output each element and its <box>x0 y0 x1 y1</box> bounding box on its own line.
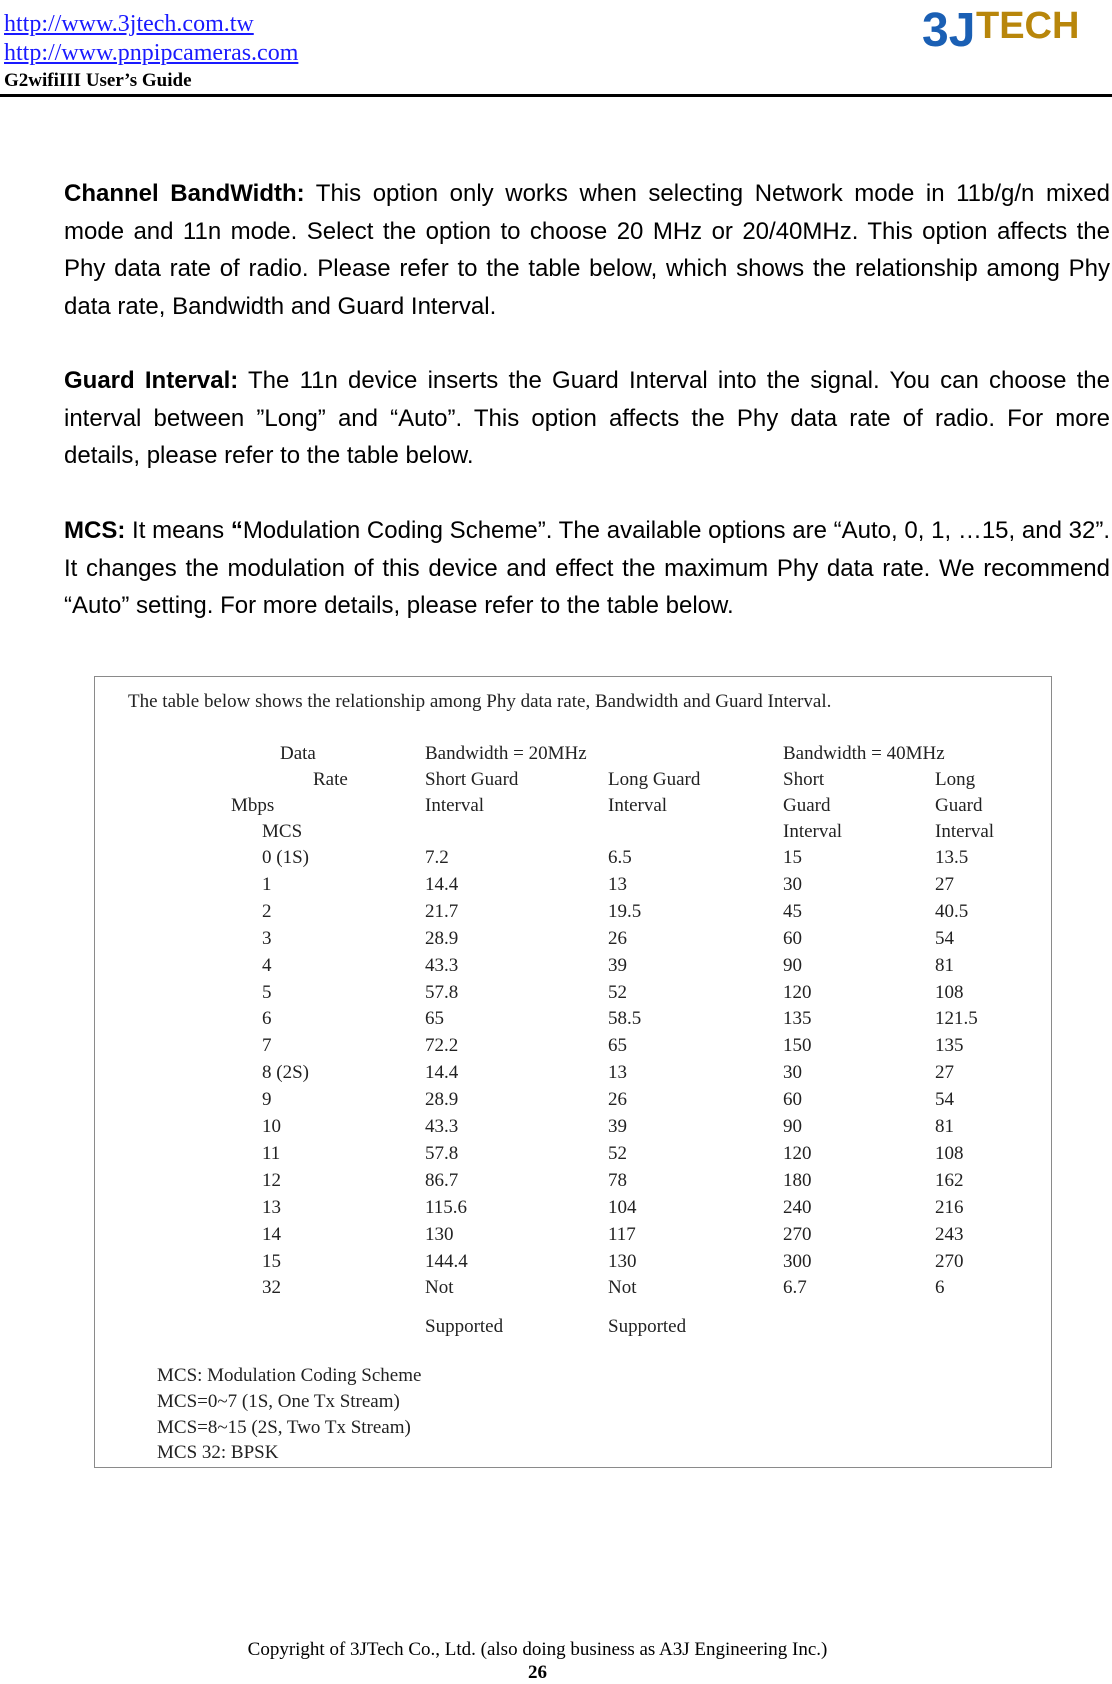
table-cell-short40: 135 <box>783 1008 812 1030</box>
mcs-quote-open: “ <box>230 517 243 544</box>
table-cell-long40: 121.5 <box>935 1008 978 1030</box>
table-cell-long40: 54 <box>935 1089 954 1111</box>
table-cell-mcs: 3 <box>262 927 272 949</box>
table-cell-short20: 72.2 <box>425 1035 459 1057</box>
table-cell-short20: 57.8 <box>425 1142 459 1164</box>
table-cell-short40: 15 <box>783 847 802 868</box>
table-cell-long20: Not <box>608 1277 637 1299</box>
footer-copyright: Copyright of 3JTech Co., Ltd. (also doing business as A3J Engineering Inc.) <box>247 1639 828 1660</box>
table-cell-mcs: 1 <box>262 873 272 895</box>
mcs-paragraph <box>64 512 1110 625</box>
table-cell-long40: 216 <box>935 1196 964 1218</box>
table-cell-mcs: 32 <box>262 1277 281 1299</box>
table-cell-long40: 13.5 <box>935 847 969 868</box>
table-cell-long40: 270 <box>935 1250 964 1272</box>
table-cell-short40: 240 <box>783 1196 812 1218</box>
page-number: 26 <box>528 1662 547 1683</box>
channel-bandwidth-text: This option only works when selecting Network mode in 11b/g/n mixed mode and 11n mode. Select the option to choose 20 MHz or 20/40MHz. This option affects the Phy data rate of radio. Please refer to the table below, which shows the relationship among Phy data rate, Bandwidth and Guard Interval. <box>64 180 1110 320</box>
table-caption: The table below shows the relationship among Phy data rate, Bandwidth and Guard Interval. <box>128 691 832 712</box>
table-cell-long20: 130 <box>608 1250 637 1272</box>
note-line-1: MCS: Modulation Coding Scheme <box>157 1365 422 1386</box>
table-cell-long40: 108 <box>935 981 964 1003</box>
table-cell-short40: 60 <box>783 927 802 949</box>
mcs-text-a: It means <box>125 517 231 544</box>
corner-rate-label: Rate <box>313 769 348 790</box>
table-cell-long20: 65 <box>608 1035 627 1057</box>
table-cell-short20: 14.4 <box>425 873 459 895</box>
table-cell-short20: 115.6 <box>425 1196 468 1218</box>
table-cell-long20: 117 <box>608 1223 636 1245</box>
table-cell-short20: 28.9 <box>425 1089 459 1111</box>
table-cell-short40: 90 <box>783 1116 802 1137</box>
table-cell-short20: 130 <box>425 1223 454 1245</box>
table-cell-short40: 180 <box>783 1169 812 1191</box>
table-cell-long20: 13 <box>608 1062 627 1084</box>
table-cell-mcs: 11 <box>262 1142 281 1164</box>
corner-mbps-label: Mbps <box>231 795 275 816</box>
table-cell-mcs: 15 <box>262 1250 281 1272</box>
table-cell-mcs: 7 <box>262 1035 272 1057</box>
table-cell-long20: 52 <box>608 981 627 1003</box>
table-cell-mcs: 0 (1S) <box>262 847 309 868</box>
table-cell-long20: 104 <box>608 1196 637 1218</box>
mcs-text-b: Modulation Coding Scheme”. The available options are “Auto, 0, 1, …15, and 32”. It changes the modulation of this device and effect the maximum Phy data rate. We recommend “Auto” setting. For more details, please refer to the table below. <box>64 517 1110 619</box>
table-cell-mcs: 10 <box>262 1116 281 1137</box>
table-cell-short20: 43.3 <box>425 954 459 976</box>
mcs-term: MCS: <box>64 517 126 544</box>
note-line-2: MCS=0~7 (1S, One Tx Stream) <box>157 1391 400 1412</box>
table-cell-short20: 14.4 <box>425 1062 459 1084</box>
table-cell-mcs: 14 <box>262 1223 281 1245</box>
long40-header-line1: Long <box>935 769 976 790</box>
guard-interval-text: The 11n device inserts the Guard Interval into the signal. You can choose the interval between ”Long” and “Auto”. This option affects the Phy data rate of radio. For more details, please refer to the table below. <box>64 367 1110 469</box>
table-cell-long20: 58.5 <box>608 1008 642 1030</box>
table-cell-mcs: 4 <box>262 954 272 976</box>
guard-interval-paragraph <box>64 362 1110 475</box>
table-cell-long40: 27 <box>935 873 954 895</box>
long40-header-line3: Interval <box>935 821 995 842</box>
table-cell-short40: 300 <box>783 1250 812 1272</box>
table-cell-short20: 65 <box>425 1008 444 1030</box>
table-cell-long40: 81 <box>935 954 954 976</box>
phy-rate-table-figure <box>94 676 1052 1468</box>
short20-header-line2: Interval <box>425 795 485 816</box>
table-cell-short40: 150 <box>783 1035 812 1057</box>
table-cell-mcs: 9 <box>262 1089 272 1111</box>
channel-bandwidth-term: Channel BandWidth: <box>64 180 305 207</box>
table-cell-short20: 57.8 <box>425 981 459 1003</box>
table-cell-long20: 13 <box>608 873 627 895</box>
table-cell-long40: 27 <box>935 1062 954 1084</box>
table-cell-mcs: 8 (2S) <box>262 1062 309 1084</box>
header-divider <box>0 94 1112 97</box>
table-cell-long20: 39 <box>608 1116 627 1137</box>
table-cell-short20: 28.9 <box>425 927 459 949</box>
guard-interval-term: Guard Interval: <box>64 367 239 394</box>
row32-long20-extra: Supported <box>608 1316 687 1337</box>
3jtech-logo <box>920 0 1080 60</box>
table-cell-short40: 60 <box>783 1089 802 1111</box>
short40-header-line3: Interval <box>783 821 843 842</box>
note-line-4: MCS 32: BPSK <box>157 1442 279 1463</box>
table-cell-short20: Not <box>425 1277 454 1299</box>
table-cell-long40: 162 <box>935 1169 964 1191</box>
table-cell-mcs: 12 <box>262 1169 281 1191</box>
table-cell-long40: 243 <box>935 1223 964 1245</box>
long20-header-line2: Interval <box>608 795 668 816</box>
table-cell-short40: 270 <box>783 1223 812 1245</box>
table-cell-short20: 21.7 <box>425 900 459 922</box>
table-cell-short40: 30 <box>783 1062 802 1084</box>
table-cell-long20: 52 <box>608 1142 627 1164</box>
bw40-header: Bandwidth = 40MHz <box>783 743 945 764</box>
long20-header-line1: Long Guard <box>608 769 701 790</box>
table-cell-short20: 86.7 <box>425 1169 459 1191</box>
table-cell-long20: 39 <box>608 954 627 976</box>
corner-mcs-label: MCS <box>262 821 303 842</box>
short20-header-line1: Short Guard <box>425 769 519 790</box>
note-line-3: MCS=8~15 (2S, Two Tx Stream) <box>157 1417 411 1438</box>
logo-3j-text: 3J <box>922 4 976 57</box>
row32-short20-extra: Supported <box>425 1316 504 1337</box>
table-cell-long20: 26 <box>608 1089 627 1111</box>
header-link-3jtech[interactable]: http://www.3jtech.com.tw <box>4 11 254 37</box>
long40-header-line2: Guard <box>935 795 983 816</box>
table-cell-short40: 120 <box>783 1142 812 1164</box>
table-cell-mcs: 5 <box>262 981 272 1003</box>
table-cell-long40: 40.5 <box>935 900 969 922</box>
guide-title: G2wifiIII User’s Guide <box>4 70 192 91</box>
table-cell-short20: 144.4 <box>425 1250 468 1272</box>
table-cell-short20: 43.3 <box>425 1116 459 1137</box>
table-cell-long20: 6.5 <box>608 847 632 868</box>
table-cell-long40: 81 <box>935 1116 954 1137</box>
table-cell-long20: 78 <box>608 1169 627 1191</box>
table-cell-long40: 6 <box>935 1277 945 1299</box>
table-cell-long40: 108 <box>935 1142 964 1164</box>
table-cell-short40: 120 <box>783 981 812 1003</box>
logo-tech-text: TECH <box>976 5 1080 47</box>
bw20-header: Bandwidth = 20MHz <box>425 743 587 764</box>
table-cell-long40: 135 <box>935 1035 964 1057</box>
table-cell-mcs: 2 <box>262 900 272 922</box>
table-cell-mcs: 6 <box>262 1008 272 1030</box>
corner-data-label: Data <box>280 743 316 764</box>
table-cell-short20: 7.2 <box>425 847 449 868</box>
table-cell-short40: 90 <box>783 954 802 976</box>
table-cell-short40: 30 <box>783 873 802 895</box>
table-cell-long40: 54 <box>935 927 954 949</box>
header-link-pnpipcameras[interactable]: http://www.pnpipcameras.com <box>4 40 299 66</box>
table-cell-long20: 26 <box>608 927 627 949</box>
table-cell-short40: 6.7 <box>783 1277 807 1299</box>
short40-header-line1: Short <box>783 769 825 790</box>
table-cell-mcs: 13 <box>262 1196 281 1218</box>
table-cell-long20: 19.5 <box>608 900 642 922</box>
short40-header-line2: Guard <box>783 795 831 816</box>
table-cell-short40: 45 <box>783 900 802 922</box>
channel-bandwidth-paragraph <box>64 175 1110 325</box>
